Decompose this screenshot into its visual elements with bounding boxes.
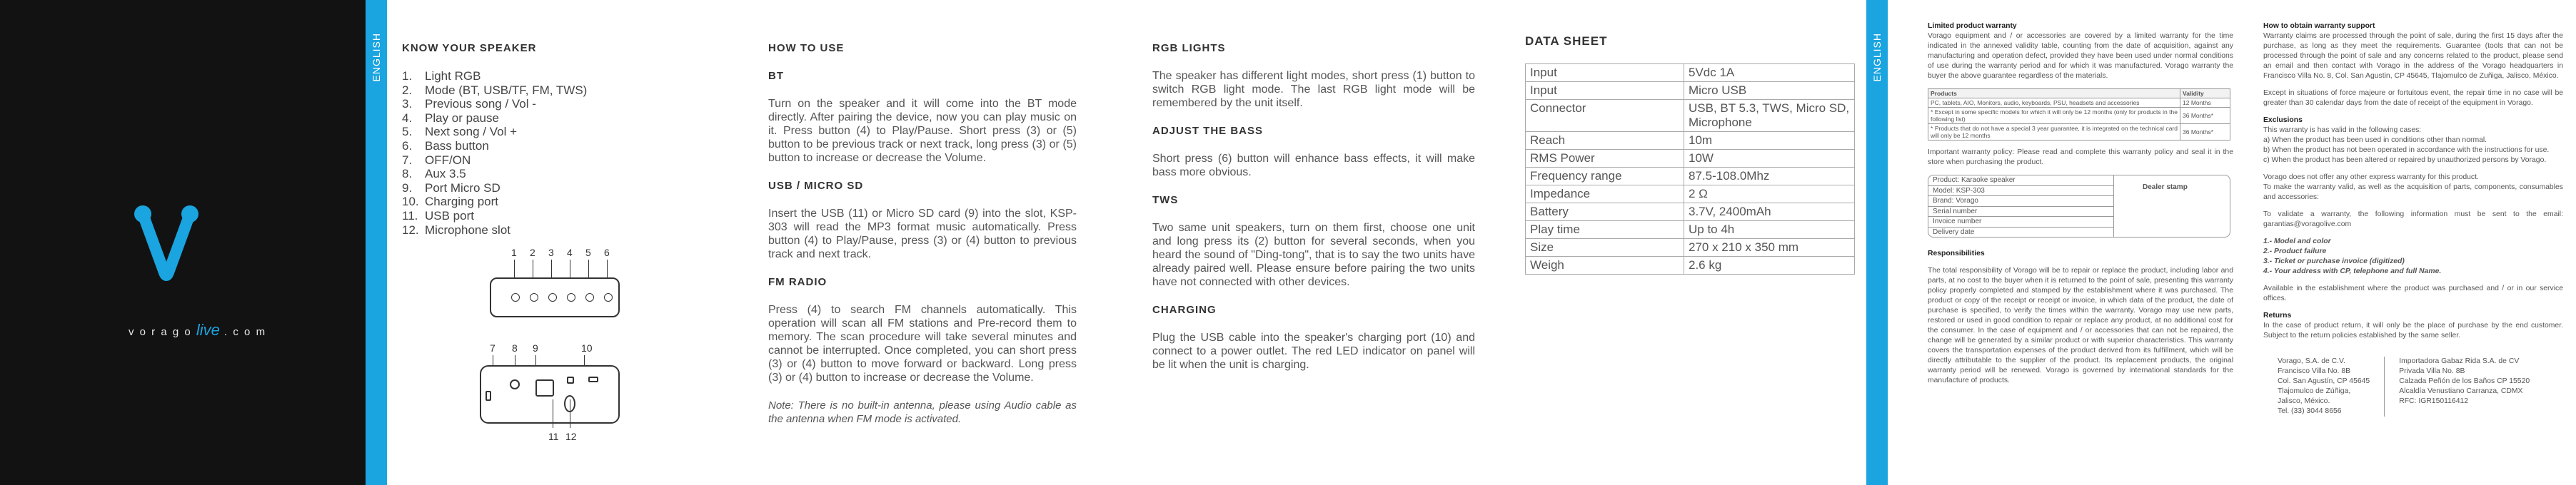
validity-product: PC, tablets, AIO, Monitors, audio, keyboards, PSU, headsets and accessories xyxy=(1928,98,2180,108)
address-line: Calzada Peñón de los Baños CP 15520 xyxy=(2399,377,2530,385)
spec-value: 5Vdc 1A xyxy=(1684,64,1855,82)
list-item-label: Port Micro SD xyxy=(425,180,500,195)
form-row: Model: KSP-303 xyxy=(1928,186,2114,197)
spec-key: Input xyxy=(1526,64,1684,82)
important-note: Important warranty policy: Please read and complete this warranty policy and seal it in the store when purchasing the product. xyxy=(1928,148,2233,166)
spec-key: Input xyxy=(1526,82,1684,100)
exclusions-text: This warranty is has valid in the following cases: a) When the product has been used in conditions other than normal. b) When the product has not been operated in accordance with the instructions for use. c) When the product has been altered or repaired by unauthorized persons by Vorago. xyxy=(2263,126,2550,164)
callout-number: 11 xyxy=(548,431,559,442)
spec-key: Connector xyxy=(1526,100,1684,132)
spec-value: Up to 4h xyxy=(1684,221,1855,239)
required-info-item: 1.- Model and color xyxy=(2263,238,2331,245)
bt-title: BT xyxy=(768,70,784,82)
validity-product: * Except in some specific models for which it will only be 12 months (only for products in the following list) xyxy=(1928,108,2180,124)
list-item xyxy=(402,153,630,168)
speaker-button-icon xyxy=(585,293,594,302)
spec-value: 2 Ω xyxy=(1684,185,1855,203)
validity-head-validity: Validity xyxy=(2180,89,2230,98)
table-row xyxy=(1928,98,2230,108)
list-item xyxy=(402,83,630,98)
callout-number: 8 xyxy=(512,342,518,354)
list-item-label: Previous song / Vol - xyxy=(425,97,536,111)
usb-text: Insert the USB (11) or Micro SD card (9) into the slot, KSP-303 will read the MP3 format music automatically. Press button (4) to Play/Pause, press (3) or (4) button to previous track and next track. xyxy=(768,208,1077,260)
speaker-button-icon xyxy=(548,293,557,302)
callout-number: 12 xyxy=(565,431,577,442)
address-line: Tlajomulco de Zúñiga, xyxy=(2278,387,2351,395)
spec-key: Battery xyxy=(1526,203,1684,221)
list-item-label: USB port xyxy=(425,208,474,223)
fm-text: Press (4) to search FM channels automatically. This operation will scan all FM stations and Pre-record them to memory. The scan procedure will take several minutes and cannot be interrupted. Once completed, you can short press (3) or (4) button to move forward or backward. Long press (3) or (4) button to increase or decrease the Volume. xyxy=(768,304,1077,384)
callout-number: 2 xyxy=(530,247,535,258)
address-importer xyxy=(2399,357,2530,417)
table-row xyxy=(1526,185,1855,203)
addresses xyxy=(2263,357,2563,417)
language-stripe-left xyxy=(366,0,387,485)
usb-title: USB / MICRO SD xyxy=(768,180,864,192)
validate-text: To validate a warranty, the following information must be sent to the email: garantias@voragolive.com xyxy=(2263,210,2563,228)
callout-number: 5 xyxy=(585,247,591,258)
spec-value: USB, BT 5.3, TWS, Micro SD, Microphone xyxy=(1684,100,1855,132)
spec-key: Weigh xyxy=(1526,257,1684,275)
list-item xyxy=(402,181,630,195)
parts-list xyxy=(402,69,630,237)
table-row xyxy=(1526,221,1855,239)
list-item xyxy=(402,209,630,223)
validity-head-products: Products xyxy=(1928,89,2180,98)
features-section xyxy=(1152,41,1475,386)
spec-value: Micro USB xyxy=(1684,82,1855,100)
spec-key: Reach xyxy=(1526,132,1684,150)
list-item-label: Aux 3.5 xyxy=(425,167,466,181)
table-row xyxy=(1526,132,1855,150)
address-line: Vorago, S.A. de C.V. xyxy=(2278,357,2345,365)
list-item xyxy=(402,223,630,238)
know-title: KNOW YOUR SPEAKER xyxy=(402,42,537,54)
table-row xyxy=(1928,108,2230,124)
form-row: Delivery date xyxy=(1928,228,2114,238)
spec-value: 270 x 210 x 350 mm xyxy=(1684,239,1855,257)
list-item-number: 4. xyxy=(402,111,413,125)
bt-text: Turn on the speaker and it will come into the BT mode directly. After pairing the device, now you can play music on it. Press button (4) to Play/Pause. Short press (3) or (5) button to be previous track or next track, long press (3) or (5) button to increase or decrease the Volume. xyxy=(768,98,1077,164)
list-item-label: Mode (BT, USB/TF, FM, TWS) xyxy=(425,83,588,97)
table-row xyxy=(1526,257,1855,275)
aux-port-icon xyxy=(510,379,520,389)
spec-key: RMS Power xyxy=(1526,150,1684,168)
list-item-number: 6. xyxy=(402,138,413,153)
language-stripe-right xyxy=(1866,0,1888,485)
validity-table xyxy=(1928,88,2230,141)
speaker-button-icon xyxy=(511,293,520,302)
required-info-list xyxy=(2263,237,2563,277)
list-item xyxy=(402,139,630,153)
address-line: Importadora Gabaz Rida S.A. de CV xyxy=(2399,357,2520,365)
list-item xyxy=(402,97,630,111)
form-row: Brand: Vorago xyxy=(1928,196,2114,207)
spec-value: 10m xyxy=(1684,132,1855,150)
list-item xyxy=(402,125,630,139)
form-row: Invoice number xyxy=(1928,217,2114,228)
availability-text: Available in the establishment where the product was purchased and / or in our service offices. xyxy=(2263,285,2563,302)
spec-key: Frequency range xyxy=(1526,168,1684,185)
list-item-number: 10. xyxy=(402,195,419,209)
list-item-number: 12. xyxy=(402,223,419,237)
bass-text: Short press (6) button will enhance bass effects, it will make bass more obvious. xyxy=(1152,153,1475,178)
bass-title: ADJUST THE BASS xyxy=(1152,125,1264,137)
list-item-number: 1. xyxy=(402,69,413,83)
list-item-label: Charging port xyxy=(425,195,499,209)
form-row: Serial number xyxy=(1928,207,2114,218)
list-item-label: Bass button xyxy=(425,138,489,153)
callout-number: 6 xyxy=(604,247,610,258)
list-item-label: Light RGB xyxy=(425,69,481,83)
rgb-title: RGB LIGHTS xyxy=(1152,42,1226,54)
callout-number: 7 xyxy=(490,342,495,354)
address-line: RFC: IGR150116412 xyxy=(2399,397,2469,405)
list-item-number: 2. xyxy=(402,83,413,97)
datasheet-table xyxy=(1525,63,1855,275)
list-item xyxy=(402,195,630,209)
spec-key: Size xyxy=(1526,239,1684,257)
top-panel-outline xyxy=(490,277,620,317)
obtain-text1: Warranty claims are processed through the point of sale, during the first 15 days after the purchase, as long as they meet the requirements. Guarantee (tools that can not be processed through the point of sale and any concerns related to the product, please send an email and then contact with Vorago in the address of the Vorago headquarters in Francisco Villa No. 8, Col. San Agustin, CP 45645, Tlajomulco de Zuñiga, Jalisco, México. xyxy=(2263,32,2563,80)
charging-title: CHARGING xyxy=(1152,304,1217,316)
spec-value: 87.5-108.0Mhz xyxy=(1684,168,1855,185)
spec-value: 10W xyxy=(1684,150,1855,168)
warranty-intro: Vorago equipment and / or accessories are covered by a limited warranty for the time indicated in the annexed validity table, counting from the date of acquisition, against any manufacturing and operation defect, provided they have been used under normal conditions of use during the warranty period and for which it was manufactured. Vorago warranty the buyer the above guarantee regardless of the materials. xyxy=(1928,32,2233,80)
exclusions-text2: Vorago does not offer any other express warranty for this product. To make the warranty valid, as well as the acquisition of parts, components, consumables and accessories: xyxy=(2263,173,2563,201)
list-item-label: Next song / Vol + xyxy=(425,125,517,139)
table-row xyxy=(1526,239,1855,257)
callout-number: 10 xyxy=(581,342,593,354)
vorago-logo-icon xyxy=(133,204,200,284)
obtain-text2: Except in situations of force majeure or fortuitous event, the repair time in no case will be greater than 30 calendar days from the date of receipt of the equipment in Vorago. xyxy=(2263,89,2563,107)
power-switch-icon xyxy=(485,391,491,401)
validity-product: * Products that do not have a special 3 year guarantee, it is integrated on the technical card will only be 12 months xyxy=(1928,124,2180,141)
list-item-number: 8. xyxy=(402,167,413,181)
language-label-right: ENGLISH xyxy=(1871,33,1883,82)
list-item-number: 11. xyxy=(402,208,418,223)
table-row xyxy=(1526,203,1855,221)
how-to-use-section xyxy=(768,41,1077,440)
know-your-speaker-section xyxy=(402,41,630,237)
returns-title: Returns xyxy=(2263,312,2292,320)
rgb-text: The speaker has different light modes, short press (1) button to switch RGB light mode. The last RGB light mode will be remembered by the unit itself. xyxy=(1152,70,1475,109)
returns-text: In the case of product return, it will only be the place of purchase by the end customer. Subject to the return policies established by the same seller. xyxy=(2263,322,2563,340)
charging-port-icon xyxy=(588,377,598,382)
address-vorago xyxy=(2278,357,2385,417)
required-info-item: 2.- Product failure xyxy=(2263,247,2327,255)
callout-number: 4 xyxy=(567,247,573,258)
table-row xyxy=(1526,150,1855,168)
list-item xyxy=(402,69,630,83)
obtain-warranty-section xyxy=(2263,21,2563,417)
microsd-port-icon xyxy=(567,377,574,384)
list-item-number: 5. xyxy=(402,125,413,139)
speaker-button-icon xyxy=(604,293,613,302)
callout-number: 9 xyxy=(533,342,538,354)
datasheet-section xyxy=(1525,34,1861,275)
validity-period: 36 Months* xyxy=(2180,108,2230,124)
warranty-title: Limited product warranty xyxy=(1928,22,2017,30)
callout-number: 3 xyxy=(548,247,554,258)
form-row: Product: Karaoke speaker xyxy=(1928,175,2114,186)
address-line: Alcaldía Venustiano Carranza, CDMX xyxy=(2399,387,2523,395)
list-item-number: 3. xyxy=(402,97,413,111)
list-item-label: OFF/ON xyxy=(425,153,471,167)
list-item xyxy=(402,111,630,126)
spec-value: 3.7V, 2400mAh xyxy=(1684,203,1855,221)
table-row xyxy=(1526,64,1855,82)
table-row xyxy=(1928,124,2230,141)
required-info-item: 4.- Your address with CP, telephone and full Name. xyxy=(2263,267,2442,275)
speaker-button-icon xyxy=(530,293,538,302)
responsibilities-title: Responsibilities xyxy=(1928,250,1985,257)
list-item-number: 7. xyxy=(402,153,413,167)
cover-panel xyxy=(0,0,366,485)
charging-text: Plug the USB cable into the speaker's charging port (10) and connect to a power outlet. The red LED indicator on panel will be lit when the unit is charging. xyxy=(1152,332,1475,371)
exclusions-title: Exclusions xyxy=(2263,116,2303,124)
back-panel-outline xyxy=(480,365,620,424)
validity-period: 12 Months xyxy=(2180,98,2230,108)
address-line: Francisco Villa No. 8B xyxy=(2278,367,2351,375)
list-item-label: Play or pause xyxy=(425,111,499,125)
obtain-title: How to obtain warranty support xyxy=(2263,22,2375,30)
list-item xyxy=(402,167,630,181)
speaker-button-icon xyxy=(567,293,575,302)
spec-value: 2.6 kg xyxy=(1684,257,1855,275)
list-item-number: 9. xyxy=(402,180,413,195)
warranty-form xyxy=(1928,175,2230,238)
tws-title: TWS xyxy=(1152,194,1179,206)
callout-number: 1 xyxy=(511,247,517,258)
fm-title: FM RADIO xyxy=(768,276,827,288)
dealer-stamp-label: Dealer stamp xyxy=(2143,183,2188,191)
table-row xyxy=(1526,82,1855,100)
language-label: ENGLISH xyxy=(371,33,382,82)
address-line: Col. San Agustín, CP 45645 xyxy=(2278,377,2370,385)
required-info-item: 3.- Ticket or purchase invoice (digitized) xyxy=(2263,257,2405,265)
address-line: Jalisco, México. xyxy=(2278,397,2330,405)
address-line: Privada Villa No. 8B xyxy=(2399,367,2465,375)
table-row xyxy=(1526,168,1855,185)
usb-port-icon xyxy=(535,379,554,397)
table-row xyxy=(1526,100,1855,132)
spec-key: Impedance xyxy=(1526,185,1684,203)
validity-period: 36 Months* xyxy=(2180,124,2230,141)
brand-wordmark: v o r a g o live . c o m xyxy=(129,321,267,339)
warranty-section xyxy=(1928,21,2233,386)
address-line: Tel. (33) 3044 8656 xyxy=(2278,407,2342,415)
how-to-use-title: HOW TO USE xyxy=(768,42,845,54)
list-item-label: Microphone slot xyxy=(425,223,511,237)
tws-text: Two same unit speakers, turn on them first, choose one unit and long press its (2) button for several seconds, when you heard the sound of "Ding-tong", that is to say the two units have already paired well. Please ensure before pairing the two units have not connected with other devices. xyxy=(1152,222,1475,288)
datasheet-title: DATA SHEET xyxy=(1525,34,1608,48)
fm-note: Note: There is no built-in antenna, please using Audio cable as the antenna when FM mode is activated. xyxy=(768,399,1077,425)
responsibilities-text: The total responsibility of Vorago will be to repair or replace the product, including labor and parts, at no cost to the buyer when it is returned to the point of sale, presenting this warranty policy properly completed and stamped by the establishment where it was purchased. The product or copy of the receipt or receipt or invoice, in which data of the product, the date of purchase is specified, to verify the times within the warranty. Vorago may use new parts, restored or used in good condition to repair or replace any product, at no additional cost for the consumer. In the case of equipment and / or accessories that can not be repaired, the change will be generated by a similar product or with superior characteristics. This warranty covers the transportation expenses of the product derived from its fulfillment, which will be directly attributable to the supplier of the product. Its replacement products, the original warranty period will be renewed. Vorago is governed by international standards for the manufacture of products. xyxy=(1928,267,2233,384)
spec-key: Play time xyxy=(1526,221,1684,239)
